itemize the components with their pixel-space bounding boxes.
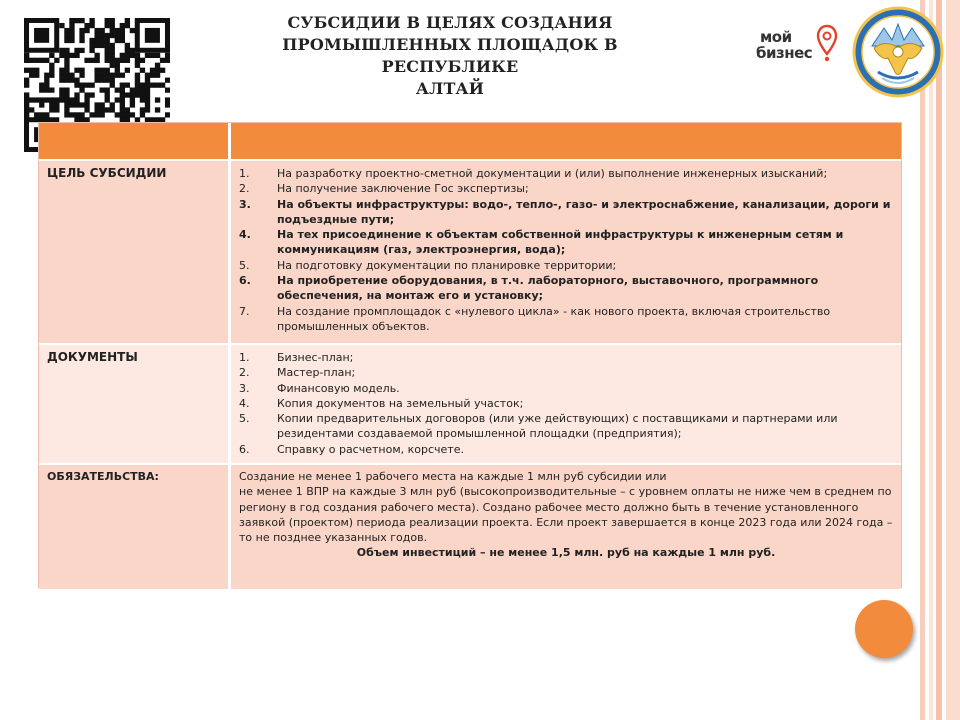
title-line: АЛТАЙ — [415, 79, 485, 98]
list-item — [239, 442, 893, 457]
list-item-text: На разработку проектно-сметной документации и (или) выполнение инженерных изысканий; — [277, 167, 828, 180]
list-item-number: 4. — [239, 228, 251, 242]
list-item — [239, 181, 893, 196]
list-item — [239, 365, 893, 380]
logo-text-line1: мой — [760, 28, 792, 46]
investment-requirement: Объем инвестиций – не менее 1,5 млн. руб на каждые 1 млн руб. — [356, 546, 776, 560]
list-item — [239, 350, 893, 365]
logo-text-line2: бизнес — [756, 44, 813, 62]
edge-stripe — [929, 0, 933, 720]
altai-republic-emblem-icon — [852, 6, 944, 98]
goal-label: ЦЕЛЬ СУБСИДИИ — [47, 166, 167, 180]
list-item — [239, 197, 893, 228]
goal-label-cell — [39, 161, 231, 343]
moi-biznes-logo — [752, 12, 844, 78]
list-item-number: 6. — [239, 442, 250, 456]
documents-label-cell — [39, 345, 231, 463]
subsidy-table — [38, 122, 902, 588]
list-item-text: На получение заключение Гос экспертизы; — [277, 182, 529, 196]
list-item-number: 5. — [239, 412, 250, 426]
list-item-number: 7. — [239, 304, 250, 318]
list-item-text: Справку о расчетном, корсчете. — [277, 442, 464, 456]
list-item — [239, 227, 893, 258]
goal-list — [231, 161, 901, 334]
list-item — [239, 304, 893, 335]
list-item-text: На создание промплощадок с «нулевого цикла» - как нового проекта, включая строительство промышленных объектов. — [277, 304, 831, 333]
list-item-text: На подготовку документации по планировке территории; — [277, 258, 617, 272]
obligations-line: Создание не менее 1 рабочего места на каждые 1 млн руб субсидии или — [239, 470, 667, 483]
obligations-label-cell — [39, 465, 231, 589]
table-header-cell — [231, 123, 901, 159]
list-item — [239, 396, 893, 411]
page-title — [220, 12, 680, 100]
list-item — [239, 166, 893, 181]
decorative-circle — [855, 600, 913, 658]
location-pin-icon — [816, 24, 838, 64]
obligations-content-cell — [231, 465, 901, 589]
obligations-line: не менее 1 ВПР на каждые 3 млн руб (высокопроизводительные – с уровнем оплаты не ниже чем в среднем по региону в год создания рабочего места). Создано рабочее место должно быть в течение установленного заявкой (проектом) периода реализации проекта. Если проект завершается в конце 2023 года или 2024 года – то не позднее указанных годов. — [239, 485, 893, 545]
goal-content-cell — [231, 161, 901, 343]
table-header-cell — [39, 123, 231, 159]
list-item-number: 1. — [239, 351, 250, 364]
list-item-number: 2. — [239, 366, 250, 380]
list-item — [239, 381, 893, 396]
list-item-number: 3. — [239, 197, 251, 211]
documents-label: ДОКУМЕНТЫ — [47, 350, 138, 364]
table-row-obligations — [39, 463, 901, 589]
list-item-text: Бизнес-план; — [277, 351, 354, 364]
edge-stripe — [946, 0, 960, 720]
table-header-row — [39, 123, 901, 159]
list-item — [239, 411, 893, 442]
list-item-number: 2. — [239, 182, 250, 196]
list-item-number: 6. — [239, 274, 251, 288]
table-row-goal — [39, 159, 901, 343]
list-item — [239, 258, 893, 273]
list-item-number: 5. — [239, 258, 250, 272]
edge-stripe — [920, 0, 925, 720]
list-item-text: Копия документов на земельный участок; — [277, 396, 524, 410]
list-item-text: На тех присоединение к объектам собственной инфраструктуры к инженерным сетям и коммуникациям (газ, электроэнергия, вода); — [277, 228, 844, 257]
obligations-label: ОБЯЗАТЕЛЬСТВА: — [47, 470, 159, 483]
list-item-number: 1. — [239, 167, 250, 180]
list-item-text: На приобретение оборудования, в т.ч. лабораторного, выставочного, программного обеспечения, на монтаж его и установку; — [277, 274, 819, 303]
table-row-documents — [39, 343, 901, 463]
list-item-text: Мастер-план; — [277, 366, 356, 380]
obligations-text — [231, 465, 901, 561]
title-line: ПРОМЫШЛЕННЫХ ПЛОЩАДОК В РЕСПУБЛИКЕ — [282, 35, 618, 76]
list-item-text: На объекты инфраструктуры: водо-, тепло-, газо- и электроснабжение, канализации, дороги и подъездные пути; — [277, 197, 891, 226]
list-item-text: Копии предварительных договоров (или уже действующих) с поставщиками и партнерами или резидентами создаваемой промышленной площадки (предприятия); — [277, 412, 838, 441]
documents-list — [231, 345, 901, 457]
edge-stripe — [936, 0, 942, 720]
list-item-number: 3. — [239, 381, 250, 395]
list-item — [239, 273, 893, 304]
title-line: СУБСИДИИ В ЦЕЛЯХ СОЗДАНИЯ — [287, 13, 613, 32]
list-item-number: 4. — [239, 396, 250, 410]
documents-content-cell — [231, 345, 901, 463]
list-item-text: Финансовую модель. — [277, 381, 400, 395]
